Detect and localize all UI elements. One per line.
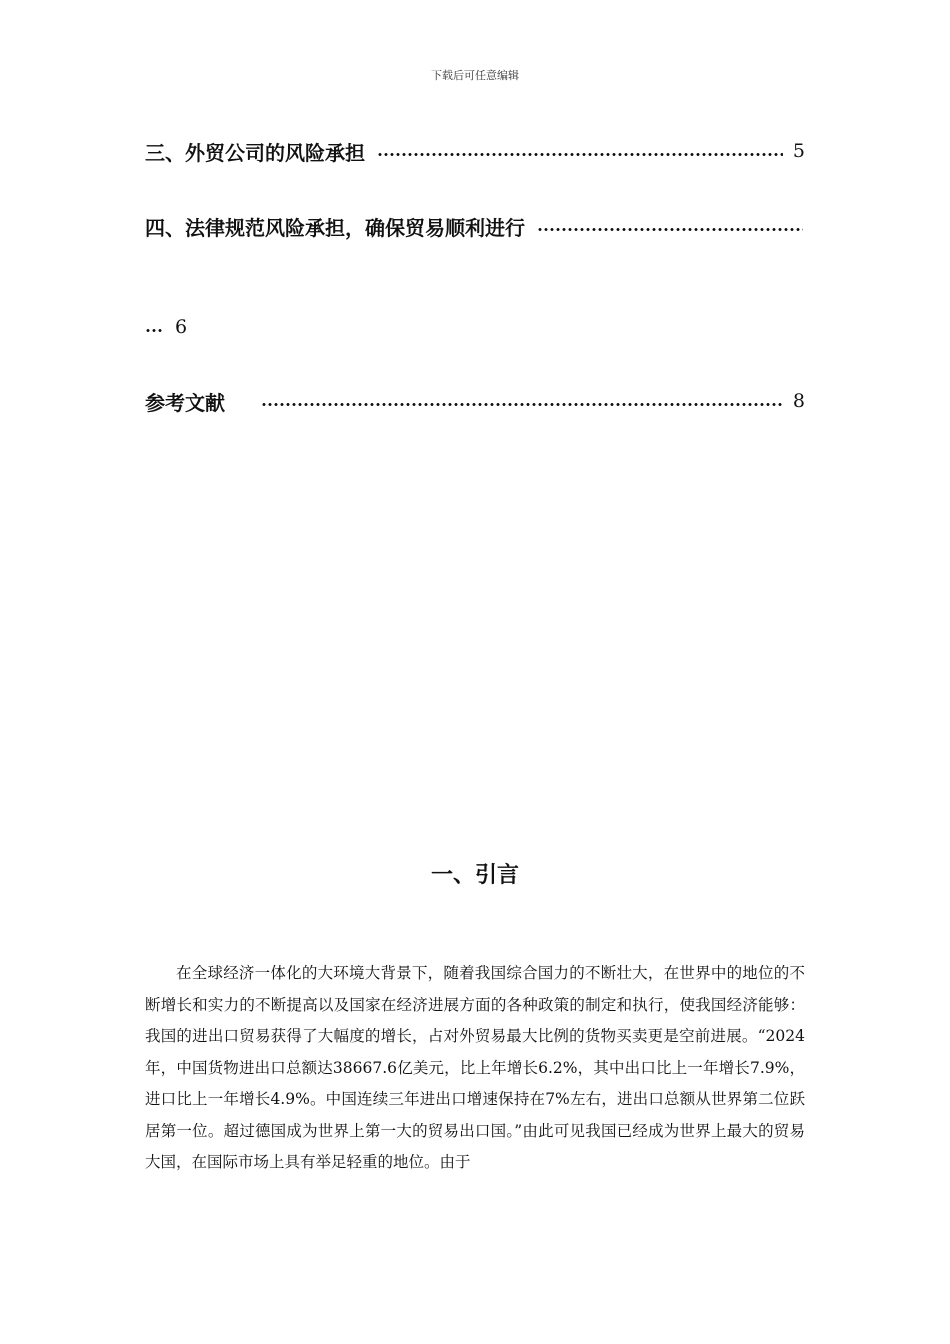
- toc-entry-page: 6: [175, 316, 188, 338]
- section-heading: 一、引言: [430, 863, 519, 888]
- toc-leader-dots: [537, 228, 803, 231]
- toc-entry-page: 5: [792, 140, 805, 162]
- toc-leader-dots: [377, 153, 783, 156]
- toc-entry[interactable]: [145, 136, 805, 166]
- toc-entry[interactable]: [145, 386, 805, 416]
- toc-leader-dots: [261, 403, 783, 406]
- page-header-note: 下载后可任意编辑: [431, 69, 519, 82]
- toc-entry[interactable]: [145, 211, 805, 241]
- body-paragraph: 在全球经济一体化的大环境大背景下，随着我国综合国力的不断壮大，在世界中的地位的不断增长和实力的不断提高以及国家在经济进展方面的各种政策的制定和执行，使我国经济能够：我国的进出口贸易获得了大幅度的增长，占对外贸易最大比例的货物买卖更是空前进展。“2024年，中国货物进出口总额达38667.6亿美元，比上年增长6.2%，其中出口比上一年增长7.9%，进口比上一年增长4.9%。中国连续三年进出口增速保持在7%左右，进出口总额从世界第二位跃居第一位。超过德国成为世界上第一大的贸易出口国。”由此可见我国已经成为世界上最大的贸易大国，在国际市场上具有举足轻重的地位。由于: [145, 964, 805, 1171]
- body-text: [145, 958, 805, 1179]
- toc-entry-title: 参考文献: [145, 390, 225, 415]
- toc-leader-dots: [145, 329, 163, 332]
- toc-entry-page: 8: [792, 390, 805, 412]
- toc-entry-title: 三、外贸公司的风险承担: [145, 140, 365, 165]
- toc-entry-title: 四、法律规范风险承担，确保贸易顺利进行: [145, 215, 525, 240]
- toc-entry-continuation[interactable]: [145, 312, 805, 342]
